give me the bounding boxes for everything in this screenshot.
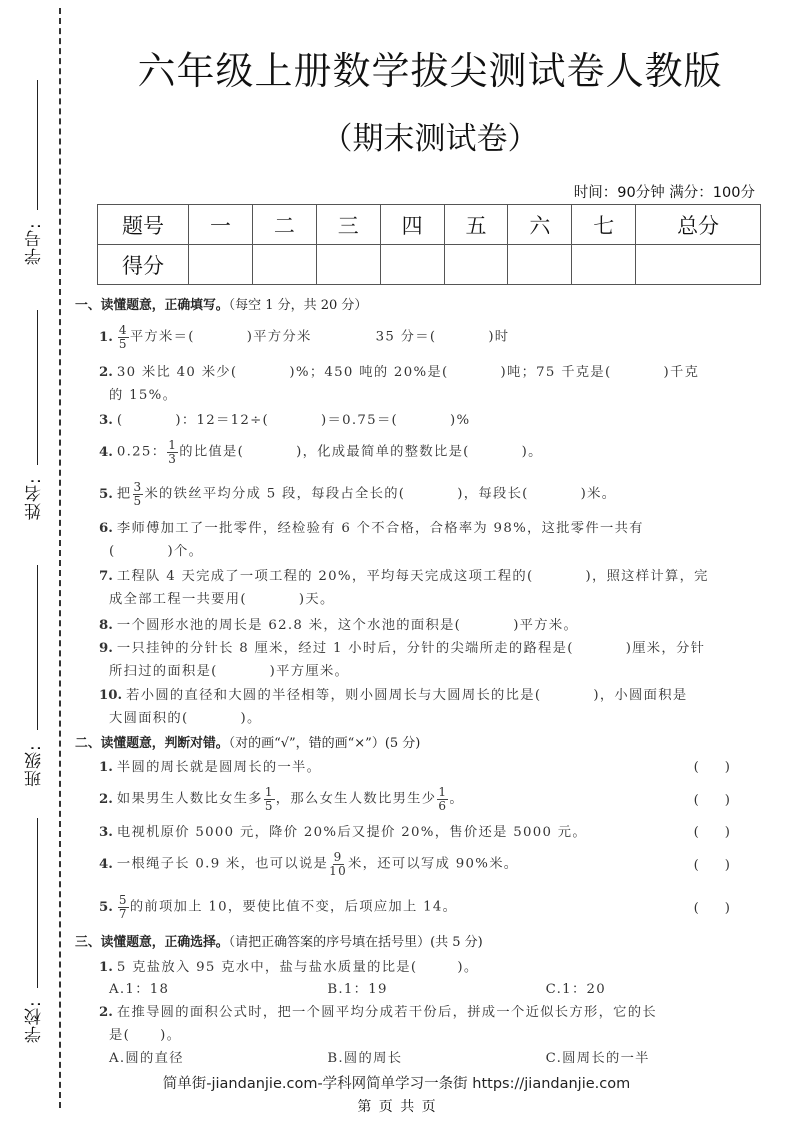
- section-title: 三、读懂题意，正确选择。: [75, 935, 229, 950]
- header-cell: 四: [380, 205, 444, 245]
- judge-answer-box[interactable]: (): [693, 760, 756, 775]
- header-cell: 六: [508, 205, 572, 245]
- option-c[interactable]: C.1：20: [545, 982, 607, 998]
- question-1-3: 3. ( )：12＝12÷( )＝0.75＝( )%: [99, 413, 471, 428]
- judge-answer-box[interactable]: (): [693, 858, 756, 873]
- student-id-label: 学号:: [25, 222, 45, 265]
- question-1-10: 10. 若小圆的直径和大圆的半径相等，则小圆周长与大圆周长的比是( )，小圆面积是 大圆面积的( )。: [99, 688, 688, 727]
- question-3-2: 2. 在推导圆的面积公式时，把一个圆平均分成若干份后，拼成一个近似长方形，它的长 是( )。 A.圆的直径 B.圆的周长 C.圆周长的一半: [99, 1006, 764, 1065]
- fraction: $\frac{1}{3}$: [168, 438, 178, 466]
- section-2-heading: [75, 737, 420, 751]
- header-cell: 二: [252, 205, 316, 245]
- footer-watermark-link[interactable]: 简单街-jiandanjie.com-学科网简单学习一条街 https://jiandanjie.com: [162, 1076, 631, 1092]
- cut-line: [59, 8, 61, 1108]
- student-id-line: [37, 80, 38, 210]
- student-id-field[interactable]: [16, 80, 52, 270]
- option-b[interactable]: B.圆的周长: [327, 1050, 403, 1066]
- question-2-5: 5. $\frac{5}{7}$ 的前项加上 10，要使比值不变，后项应加上 14。 (): [99, 893, 756, 921]
- page-number: 第 页 共 页: [357, 1099, 436, 1115]
- question-2-1: 1. 半圆的周长就是圆周长的一半。 (): [99, 760, 756, 775]
- section-note: （对的画“√”，错的画“×”）(5 分): [228, 736, 421, 751]
- question-1-9: 9. 一只挂钟的分针长 8 厘米，经过 1 小时后，分针的尖端所走的路程是( )厘米，分针 所扫过的面积是( )平方厘米。: [99, 641, 706, 680]
- section-title: 一、读懂题意，正确填写。: [75, 298, 229, 313]
- question-1-6: 6. 李师傅加工了一批零件，经检验有 6 个不合格，合格率为 98%，这批零件一共有 ( )个。: [99, 521, 644, 560]
- fraction: $\frac{4}{5}$: [118, 323, 128, 351]
- school-field[interactable]: [16, 818, 52, 1043]
- score-cell[interactable]: [316, 245, 380, 285]
- fraction: $\frac{5}{7}$: [118, 893, 128, 921]
- score-cell[interactable]: [508, 245, 572, 285]
- header-cell: 题号: [98, 205, 189, 245]
- fraction: $\frac{1}{6}$: [438, 785, 448, 813]
- class-line: [37, 565, 38, 730]
- option-a[interactable]: A.圆的直径: [109, 1050, 184, 1066]
- score-cell[interactable]: [252, 245, 316, 285]
- fraction: $\frac{9}{10}$: [329, 850, 348, 878]
- section-note: （每空 1 分，共 20 分）: [228, 298, 368, 313]
- fraction: $\frac{3}{5}$: [133, 480, 143, 508]
- question-1-5: 5. 把 $\frac{3}{5}$ 米的铁丝平均分成 5 段，每段占全长的( )，每段长( )米。: [99, 480, 617, 508]
- class-label: 班级:: [25, 744, 45, 787]
- judge-answer-box[interactable]: (): [693, 825, 756, 840]
- question-1-1: 1. $\frac{4}{5}$ 平方米＝( )平方分米 35 分＝( )时: [99, 323, 510, 351]
- score-cell[interactable]: [572, 245, 636, 285]
- question-2-3: 3. 电视机原价 5000 元，降价 20%后又提价 20%，售价还是 5000 元。 (): [99, 825, 756, 840]
- option-c[interactable]: C.圆周长的一半: [545, 1050, 650, 1066]
- question-1-7: 7. 工程队 4 天完成了一项工程的 20%，平均每天完成这项工程的( )，照这样计算，完 成全部工程一共要用( )天。: [99, 569, 709, 608]
- score-cell[interactable]: [636, 245, 761, 285]
- section-note: （请把正确答案的序号填在括号里）(共 5 分): [228, 935, 483, 950]
- judge-answer-box[interactable]: (): [693, 901, 756, 916]
- score-table-header-row: [98, 205, 761, 245]
- header-cell: 五: [444, 205, 508, 245]
- header-cell: 总分: [636, 205, 761, 245]
- name-line: [37, 310, 38, 465]
- score-row-label: 得分: [98, 245, 189, 285]
- class-field[interactable]: [16, 565, 52, 785]
- exam-meta: 时间：90分钟 满分：100分: [573, 185, 755, 201]
- header-cell: 七: [572, 205, 636, 245]
- score-table: [97, 204, 761, 285]
- section-1-heading: [75, 299, 367, 313]
- school-line: [37, 818, 38, 988]
- question-3-1: 1. 5 克盐放入 95 克水中，盐与盐水质量的比是( )。 A.1：18 B.1：19 C.1：20: [99, 961, 764, 997]
- question-1-8: 8. 一个圆形水池的周长是 62.8 米，这个水池的面积是( )平方米。: [99, 618, 579, 633]
- score-cell[interactable]: [189, 245, 253, 285]
- score-table-score-row: [98, 245, 761, 285]
- page-title: 六年级上册数学拔尖测试卷人教版: [137, 49, 723, 93]
- score-cell[interactable]: [444, 245, 508, 285]
- header-cell: 三: [316, 205, 380, 245]
- question-1-4: 4. 0.25： $\frac{1}{3}$ 的比值是( )，化成最简单的整数比是( )。: [99, 438, 543, 466]
- section-3-heading: [75, 936, 483, 950]
- score-cell[interactable]: [380, 245, 444, 285]
- options: [99, 1052, 764, 1065]
- question-1-2: 2. 30 米比 40 米少( )%；450 吨的 20%是( )吨；75 千克是( )千克 的 15%。: [99, 365, 700, 404]
- name-label: 姓名:: [25, 477, 45, 520]
- judge-answer-box[interactable]: (): [693, 793, 756, 808]
- option-b[interactable]: B.1：19: [327, 982, 388, 998]
- question-2-2: 2. 如果男生人数比女生多 $\frac{1}{5}$ ，那么女生人数比男生少 $\frac{1}{6}$ 。 (): [99, 785, 756, 813]
- name-field[interactable]: [16, 310, 52, 520]
- page-subtitle: （期末测试卷）: [321, 121, 539, 157]
- header-cell: 一: [189, 205, 253, 245]
- section-title: 二、读懂题意，判断对错。: [75, 736, 229, 751]
- options: [99, 983, 764, 996]
- fraction: $\frac{1}{5}$: [264, 785, 274, 813]
- option-a[interactable]: A.1：18: [109, 982, 170, 998]
- school-label: 学校:: [25, 1000, 45, 1043]
- question-2-4: 4. 一根绳子长 0.9 米，也可以说是 $\frac{9}{10}$ 米，还可以写成 90%米。 (): [99, 850, 756, 878]
